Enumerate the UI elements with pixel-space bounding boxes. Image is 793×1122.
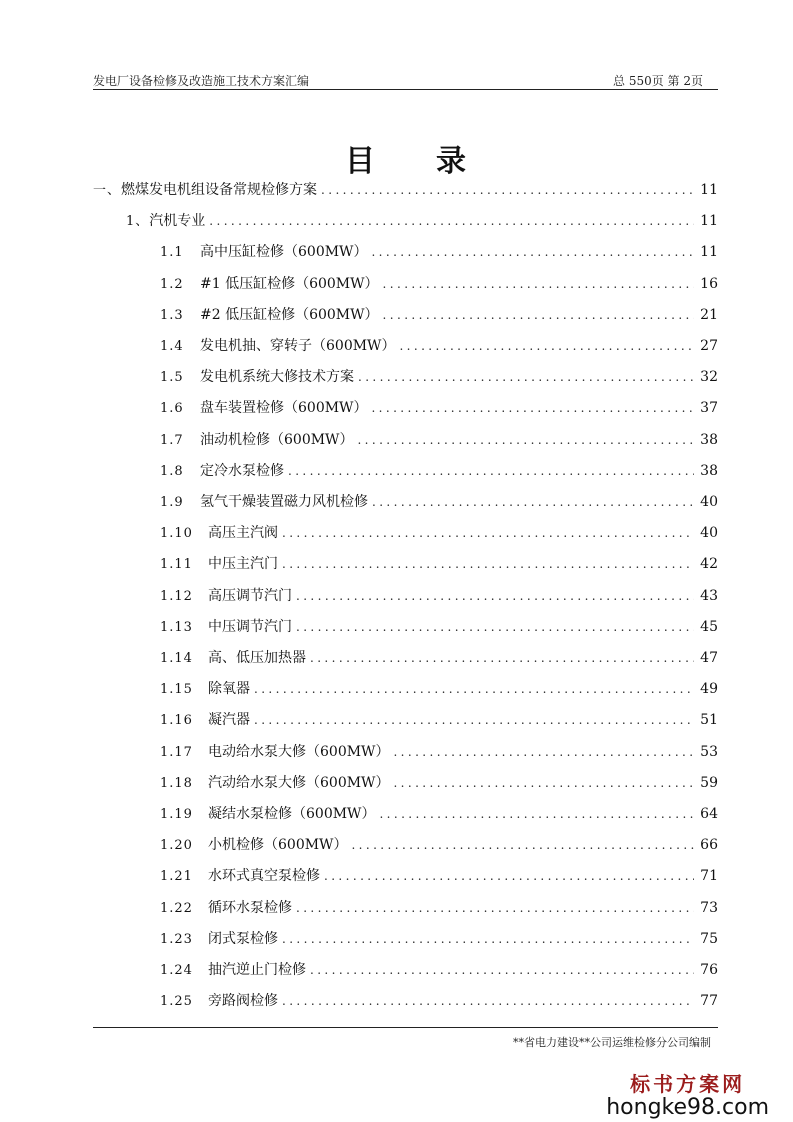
toc-entry-number: 1.12 <box>160 589 193 604</box>
toc-entry[interactable] <box>160 897 718 921</box>
toc-entry-label: 高压调节汽门 <box>208 588 292 604</box>
toc-leader-dots <box>282 557 694 571</box>
toc-leader-dots <box>372 495 694 509</box>
toc-entry[interactable] <box>160 990 718 1014</box>
toc-entry[interactable] <box>126 210 718 234</box>
toc-entry-number: 1.13 <box>160 620 193 635</box>
toc-entry-page: 43 <box>700 588 718 604</box>
toc-entry[interactable] <box>160 928 718 952</box>
toc-entry[interactable] <box>160 366 718 390</box>
toc-entry-number: 1.3 <box>160 308 184 323</box>
toc-leader-dots <box>358 370 694 384</box>
toc-entry-page: 47 <box>700 650 718 666</box>
toc-entry[interactable] <box>160 553 718 577</box>
toc-entry-page: 76 <box>700 962 718 978</box>
title-char-2: 录 <box>435 144 468 179</box>
toc-leader-dots <box>282 526 694 540</box>
toc-entry-label: 水环式真空泵检修 <box>208 868 320 884</box>
toc-entry-number: 1.14 <box>160 651 193 666</box>
toc-entry[interactable] <box>160 772 718 796</box>
toc-entry-number: 1.18 <box>160 776 193 791</box>
page-title <box>0 136 793 180</box>
title-char-1: 目 <box>345 144 378 179</box>
toc-entry-number: 1.1 <box>160 245 184 260</box>
page-header <box>93 70 718 90</box>
toc-entry[interactable] <box>160 429 718 453</box>
toc-entry[interactable] <box>160 585 718 609</box>
toc-leader-dots <box>393 776 694 790</box>
toc-entry-page: 77 <box>700 993 718 1009</box>
toc-entry-number: 1.23 <box>160 932 193 947</box>
toc-leader-dots <box>321 183 694 197</box>
toc-leader-dots <box>399 339 694 353</box>
toc-entry-number: 1.7 <box>160 433 184 448</box>
toc-leader-dots <box>288 464 694 478</box>
toc-entry-label: 旁路阀检修 <box>208 993 278 1009</box>
toc-entry-page: 37 <box>700 400 718 416</box>
toc-entry[interactable] <box>160 304 718 328</box>
toc-entry-page: 64 <box>700 806 718 822</box>
toc-leader-dots <box>357 433 694 447</box>
toc-entry[interactable] <box>160 834 718 858</box>
toc-entry-number: 1.19 <box>160 807 193 822</box>
footer-credit: **省电力建设**公司运维检修分公司编制 <box>513 1036 711 1049</box>
toc-entry[interactable] <box>160 678 718 702</box>
toc-leader-dots <box>296 620 694 634</box>
toc-entry[interactable] <box>160 865 718 889</box>
toc-entry-label: 高中压缸检修（600MW） <box>200 244 368 260</box>
toc-entry-label: #2 低压缸检修（600MW） <box>200 307 379 323</box>
footer-divider <box>93 1027 718 1028</box>
toc-leader-dots <box>383 308 694 322</box>
toc-entry-page: 53 <box>700 744 718 760</box>
watermark-cn: 标书方案网 <box>630 1072 746 1096</box>
toc-entry[interactable] <box>160 491 718 515</box>
toc-entry-page: 49 <box>700 681 718 697</box>
toc-entry[interactable] <box>160 647 718 671</box>
toc-entry-number: 1.24 <box>160 963 193 978</box>
toc-entry-label: 高、低压加热器 <box>208 650 306 666</box>
toc-entry-page: 66 <box>700 837 718 853</box>
toc-entry-number: 1.22 <box>160 901 193 916</box>
toc-entry-label: 抽汽逆止门检修 <box>208 962 306 978</box>
toc-entry[interactable] <box>160 803 718 827</box>
toc-entry[interactable] <box>160 522 718 546</box>
toc-entry-label: 中压调节汽门 <box>208 619 292 635</box>
toc-entry-page: 32 <box>700 369 718 385</box>
toc-leader-dots <box>282 994 694 1008</box>
toc-leader-dots <box>393 745 694 759</box>
toc-entry-label: #1 低压缸检修（600MW） <box>200 276 379 292</box>
watermark <box>606 1068 769 1120</box>
toc-entry-number: 1.17 <box>160 745 193 760</box>
toc-entry-label: 发电机抽、穿转子（600MW） <box>200 338 396 354</box>
toc-entry-label: 小机检修（600MW） <box>208 837 348 853</box>
toc-entry-label: 汽机专业 <box>149 213 206 229</box>
toc-entry[interactable] <box>160 460 718 484</box>
toc-entry-page: 71 <box>700 868 718 884</box>
toc-entry-number: 1.11 <box>160 557 193 572</box>
toc-entry-label: 燃煤发电机组设备常规检修方案 <box>121 182 318 198</box>
toc-entry-label: 发电机系统大修技术方案 <box>200 369 354 385</box>
toc-entry-number: 1.2 <box>160 277 184 292</box>
toc-entry-page: 40 <box>700 494 718 510</box>
toc-entry-page: 38 <box>700 463 718 479</box>
toc-entry-number: 1.4 <box>160 339 184 354</box>
toc-entry-label: 循环水泵检修 <box>208 900 292 916</box>
toc-entry-page: 11 <box>700 213 718 229</box>
toc-leader-dots <box>383 277 694 291</box>
toc-entry-number: 1.5 <box>160 370 184 385</box>
page-info: 总 550页 第 2页 <box>613 74 703 88</box>
toc-entry-label: 凝结水泵检修（600MW） <box>208 806 376 822</box>
toc-entry[interactable] <box>160 241 718 265</box>
toc-entry-label: 闭式泵检修 <box>208 931 278 947</box>
toc-entry-page: 21 <box>700 307 718 323</box>
toc-leader-dots <box>254 682 694 696</box>
toc-entry-number: 1.25 <box>160 994 193 1009</box>
toc-entry-page: 51 <box>700 712 718 728</box>
toc-entry[interactable] <box>160 959 718 983</box>
toc-leader-dots <box>351 838 694 852</box>
toc-entry[interactable] <box>160 616 718 640</box>
toc-leader-dots <box>371 245 694 259</box>
toc-entry[interactable] <box>93 179 718 203</box>
toc-leader-dots <box>379 807 694 821</box>
toc-entry-number: 1.16 <box>160 713 193 728</box>
toc-entry-label: 盘车装置检修（600MW） <box>200 400 368 416</box>
toc-entry-label: 氢气干燥装置磁力风机检修 <box>200 494 368 510</box>
toc-entry-label: 凝汽器 <box>208 712 250 728</box>
toc-leader-dots <box>310 963 694 977</box>
watermark-en: hongke98.com <box>606 1095 769 1120</box>
toc-entry-label: 油动机检修（600MW） <box>200 432 354 448</box>
toc-leader-dots <box>371 401 694 415</box>
toc-entry-page: 16 <box>700 276 718 292</box>
toc-leader-dots <box>310 651 694 665</box>
toc-entry-page: 11 <box>700 244 718 260</box>
toc-entry-label: 高压主汽阀 <box>208 525 278 541</box>
toc-entry[interactable] <box>160 397 718 421</box>
toc-entry-number: 1.15 <box>160 682 193 697</box>
toc-entry-number: 1、 <box>126 214 150 229</box>
toc-entry-page: 38 <box>700 432 718 448</box>
toc-entry-page: 73 <box>700 900 718 916</box>
toc-entry[interactable] <box>160 709 718 733</box>
toc-entry-number: 一、 <box>93 183 122 198</box>
toc-entry-number: 1.8 <box>160 464 184 479</box>
toc-entry-number: 1.6 <box>160 401 184 416</box>
toc-entry-number: 1.9 <box>160 495 184 510</box>
toc-leader-dots <box>296 589 694 603</box>
toc-entry-page: 11 <box>700 182 718 198</box>
toc-entry[interactable] <box>160 273 718 297</box>
toc-entry-label: 除氧器 <box>208 681 250 697</box>
toc-entry-number: 1.21 <box>160 869 193 884</box>
toc-leader-dots <box>209 214 694 228</box>
toc-entry[interactable] <box>160 741 718 765</box>
toc-entry-page: 59 <box>700 775 718 791</box>
toc-leader-dots <box>254 713 694 727</box>
toc-entry-page: 45 <box>700 619 718 635</box>
toc-leader-dots <box>282 932 694 946</box>
toc-entry-page: 75 <box>700 931 718 947</box>
toc-entry-page: 42 <box>700 556 718 572</box>
toc-entry-label: 中压主汽门 <box>208 556 278 572</box>
toc-leader-dots <box>296 901 694 915</box>
toc-entry[interactable] <box>160 335 718 359</box>
toc-entry-number: 1.10 <box>160 526 193 541</box>
toc-entry-label: 汽动给水泵大修（600MW） <box>208 775 390 791</box>
toc-entry-label: 电动给水泵大修（600MW） <box>208 744 390 760</box>
toc-entry-page: 40 <box>700 525 718 541</box>
toc-entry-page: 27 <box>700 338 718 354</box>
toc-leader-dots <box>324 869 694 883</box>
document-title: 发电厂设备检修及改造施工技术方案汇编 <box>93 74 310 88</box>
toc-entry-number: 1.20 <box>160 838 193 853</box>
toc-entry-label: 定冷水泵检修 <box>200 463 284 479</box>
